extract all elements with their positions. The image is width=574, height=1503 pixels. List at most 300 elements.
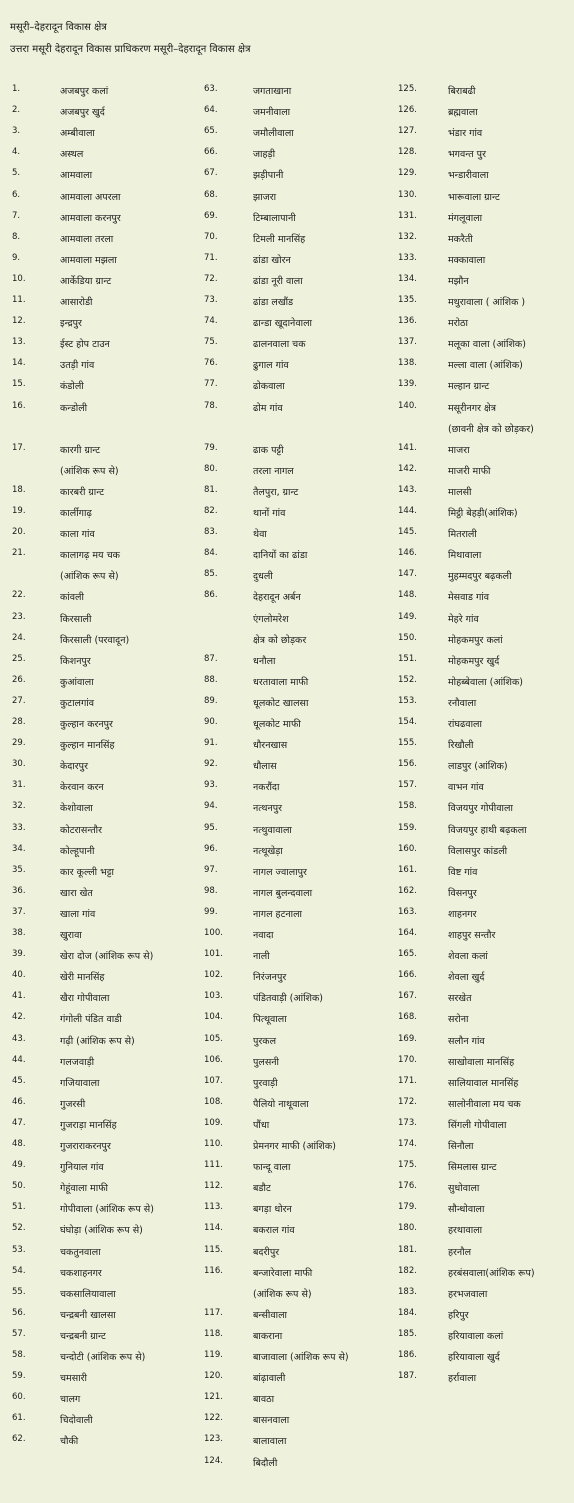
serial-number: 55. [12, 1286, 26, 1297]
village-name: बकराल गांव [253, 1225, 295, 1237]
serial-number: 50. [12, 1181, 26, 1192]
serial-number: 179. [398, 1202, 417, 1213]
village-name: ढांडा खोरन [253, 254, 291, 266]
village-name: पुरवाड़ी [253, 1077, 278, 1089]
serial-number: 45. [12, 1075, 26, 1086]
village-name: तरला नागल [253, 465, 294, 477]
serial-number: 103. [204, 991, 223, 1002]
serial-number: 23. [12, 611, 26, 622]
serial-number: 53. [12, 1244, 26, 1255]
village-name: जमौलीवाला [253, 128, 294, 140]
serial-number: 173. [398, 1117, 417, 1128]
village-name: गोपीवाला (आंशिक रूप से) [60, 1204, 154, 1216]
village-name: जाहड़ी [253, 149, 276, 161]
serial-number: 121. [204, 1392, 223, 1403]
village-name: दुधली [253, 571, 273, 583]
serial-number: 154. [398, 717, 417, 727]
village-name: आमवाला तरला [60, 233, 114, 245]
serial-number: 15. [12, 379, 26, 390]
village-name: मिट्ठी बेहड़ी(आंशिक) [448, 508, 518, 519]
serial-number: 31. [12, 780, 26, 791]
village-name: कुआंवाला [60, 676, 94, 688]
village-name: नत्थूखेड़ा [253, 845, 283, 857]
serial-number: 108. [204, 1096, 223, 1107]
serial-number: 43. [12, 1033, 26, 1044]
serial-number: 98. [204, 885, 218, 896]
village-name: आमवाला [60, 170, 93, 182]
village-name: देहरादून अर्बन [253, 592, 301, 604]
village-name: नागल बुलन्दवाला [253, 887, 313, 899]
serial-number: 106. [204, 1054, 223, 1065]
village-name: क्षेत्र को छोड़कर [253, 634, 307, 646]
serial-number: 159. [398, 822, 417, 833]
village-name: सालोनीवाला मय चक [448, 1098, 521, 1110]
village-name: खैरा गोपीवाला [60, 993, 110, 1005]
village-name: दानियों का ढांडा [253, 550, 308, 562]
serial-number: 112. [204, 1181, 223, 1192]
serial-number: 49. [12, 1160, 26, 1171]
serial-number: 1. [12, 84, 21, 94]
serial-number: 137. [398, 337, 417, 348]
serial-number: 164. [398, 928, 417, 938]
village-name: प्रेमनगर माफी (आंशिक) [253, 1141, 336, 1152]
village-name: भगवन्त पुर [448, 149, 486, 161]
village-name: किरसाली (परवादून) [60, 634, 130, 646]
serial-number: 172. [398, 1096, 417, 1107]
serial-number: 5. [12, 168, 21, 179]
serial-number: 174. [398, 1139, 417, 1149]
village-name: पौंधा [253, 1119, 270, 1131]
serial-number: 60. [12, 1392, 26, 1403]
village-name: बांढ़ावाली [253, 1373, 286, 1385]
village-name: झाजरा [253, 191, 277, 203]
village-name: अम्बीवाला [60, 128, 95, 140]
serial-number: 97. [204, 864, 218, 875]
serial-number: 22. [12, 590, 26, 601]
serial-number: 63. [204, 84, 218, 94]
village-name: सिनौला [448, 1141, 474, 1152]
serial-number: 130. [398, 189, 417, 200]
serial-number: 33. [12, 822, 26, 833]
serial-number: 81. [204, 484, 218, 495]
serial-number: 27. [12, 695, 26, 706]
serial-number: 127. [398, 126, 417, 137]
village-name: अजबपुर खुर्द [60, 107, 105, 119]
village-name: मकरैती [448, 233, 473, 245]
serial-number: 95. [204, 822, 218, 833]
serial-number: 107. [204, 1075, 223, 1086]
serial-number: 120. [204, 1371, 223, 1382]
serial-number: 100. [204, 928, 223, 938]
serial-number: 90. [204, 717, 218, 727]
serial-number: 28. [12, 717, 26, 727]
village-name: शाहपुर सन्तौर [448, 930, 496, 941]
village-name: मोहब्बेवाला (आंशिक) [448, 676, 523, 688]
village-name: ढुगाल गांव [253, 360, 289, 372]
serial-number: 4. [12, 147, 21, 158]
serial-number: 152. [398, 674, 417, 685]
village-name: नवादा [253, 930, 274, 941]
serial-number: 58. [12, 1350, 26, 1360]
serial-number: 184. [398, 1307, 417, 1318]
serial-number: 78. [204, 400, 218, 411]
serial-number: 96. [204, 843, 218, 854]
serial-number: 21. [12, 548, 26, 559]
serial-number: 18. [12, 484, 26, 495]
serial-number: 99. [204, 906, 218, 917]
village-name: (आंशिक रूप से) [60, 465, 119, 477]
serial-number: 135. [398, 295, 417, 305]
serial-number: 41. [12, 991, 26, 1002]
village-name: लाडपुर (आंशिक) [448, 761, 508, 773]
village-name: बावठा [253, 1394, 275, 1406]
serial-number: 24. [12, 632, 26, 643]
village-name: टिम्बालापानी [253, 212, 296, 224]
village-name: मिथावाला [448, 550, 482, 562]
serial-number: 160. [398, 843, 417, 854]
village-name: कांवली [60, 592, 84, 604]
village-name: धूलकोट माफी [253, 719, 301, 730]
serial-number: 39. [12, 949, 26, 960]
village-name: (आंशिक रूप से) [253, 1288, 312, 1300]
serial-number: 147. [398, 569, 417, 580]
serial-number: 72. [204, 273, 218, 284]
village-name: सरखेत [448, 993, 472, 1005]
village-name: बासनवाला [253, 1415, 290, 1427]
village-name: आमवाला करनपुर [60, 212, 121, 224]
serial-number: 133. [398, 252, 417, 263]
village-name: किशनपुर [60, 655, 91, 667]
village-name: ढोम गांव [253, 402, 283, 414]
serial-number: 114. [204, 1223, 223, 1234]
village-name: धौरनखास [253, 740, 288, 752]
serial-number: 82. [204, 506, 218, 516]
village-name: ब्रह्मवाला [448, 107, 478, 119]
serial-number: 30. [12, 759, 26, 770]
serial-number: 70. [204, 231, 218, 242]
village-name: (आंशिक रूप से) [60, 571, 119, 583]
serial-number: 57. [12, 1328, 26, 1339]
village-name: नत्थनपुर [253, 803, 283, 815]
village-name: जगताखाना [253, 86, 292, 97]
serial-number: 129. [398, 168, 417, 179]
village-name: काला गांव [60, 529, 95, 541]
village-name: तैलपुरा, ग्रान्ट [253, 486, 299, 498]
serial-number: 163. [398, 906, 417, 917]
page-title: मसूरी–देहरादून विकास क्षेत्र [10, 22, 107, 33]
village-name: मल्ला वाला (आंशिक) [448, 360, 523, 372]
village-name: सुधोवाला [448, 1183, 480, 1195]
village-name: मसूरीनगर क्षेत्र [448, 402, 497, 414]
village-name: बाकराना [253, 1330, 283, 1342]
village-name: कारगी ग्रान्ट [60, 444, 101, 456]
village-name: मक्कावाला [448, 254, 486, 266]
serial-number: 75. [204, 337, 218, 348]
serial-number: 125. [398, 84, 417, 94]
serial-number: 14. [12, 358, 26, 369]
village-name: हरथावाला [448, 1225, 483, 1237]
village-name: पित्थूवाला [253, 1014, 287, 1026]
village-name: गढ़ी (आंशिक रूप से) [60, 1035, 135, 1047]
serial-number: 116. [204, 1265, 223, 1276]
serial-number: 145. [398, 527, 417, 538]
serial-number: 187. [398, 1371, 417, 1382]
serial-number: 10. [12, 273, 26, 284]
serial-number: 92. [204, 759, 218, 770]
village-name: हरिपुर [448, 1309, 469, 1321]
village-name: खुरावा [60, 930, 82, 941]
village-name: केशोवाला [60, 803, 93, 815]
serial-number: 62. [12, 1434, 26, 1445]
village-name: चकसालियावाला [60, 1288, 116, 1300]
village-name: केरवान करन [60, 782, 104, 794]
village-name: ढांडा नूरी वाला [253, 275, 303, 287]
serial-number: 124. [204, 1455, 223, 1466]
village-name: विसनपुर [448, 887, 477, 899]
village-name: कार कूल्ली भट्टा [60, 866, 114, 878]
serial-number: 20. [12, 527, 26, 538]
village-name: आसारोडी [60, 297, 93, 308]
serial-number: 139. [398, 379, 417, 390]
village-name: ढांडा लखौंड [253, 297, 294, 308]
village-name: मेहरे गांव [448, 613, 479, 625]
serial-number: 13. [12, 337, 26, 348]
village-name: मलूका वाला (आंशिक) [448, 339, 526, 351]
village-name: ढोकवाला [253, 381, 285, 393]
serial-number: 136. [398, 316, 417, 327]
village-name: शेवला कलां [448, 951, 488, 963]
serial-number: 73. [204, 295, 218, 305]
serial-number: 157. [398, 780, 417, 791]
serial-number: 36. [12, 885, 26, 896]
serial-number: 118. [204, 1328, 223, 1339]
village-name: हरबंसवाला(आंशिक रूप) [448, 1267, 535, 1279]
village-name: मझौन [448, 275, 469, 287]
serial-number: 165. [398, 949, 417, 960]
serial-number: 132. [398, 231, 417, 242]
village-name: गजियावाला [60, 1077, 100, 1089]
village-name: आमवाला मझला [60, 254, 117, 266]
village-name: चिदोवाली [60, 1415, 93, 1427]
village-name: गेहूंवाला माफी [60, 1183, 108, 1195]
serial-number: 167. [398, 991, 417, 1002]
village-name: धरतावाला माफी [253, 676, 309, 688]
village-name: पुलसनी [253, 1056, 279, 1068]
serial-number: 17. [12, 442, 26, 453]
village-name: कोटरासन्तौर [60, 824, 102, 836]
village-name: बदरीपुर [253, 1246, 280, 1258]
village-name: केदारपुर [60, 761, 88, 773]
serial-number: 42. [12, 1012, 26, 1023]
village-name: सौन्धोवाला [448, 1204, 485, 1216]
serial-number: 84. [204, 548, 218, 559]
serial-number: 79. [204, 442, 218, 453]
serial-number: 9. [12, 252, 21, 263]
village-name: चकतुनवाला [60, 1246, 101, 1258]
village-name: फान्दू वाला [253, 1162, 291, 1174]
serial-number: 69. [204, 210, 218, 221]
village-name: कारबरी ग्रान्ट [60, 486, 105, 498]
village-name: रिखौली [448, 740, 474, 752]
village-name: कंडोली [60, 381, 84, 393]
village-name: पुरकल [253, 1035, 277, 1047]
serial-number: 113. [204, 1202, 223, 1213]
serial-number: 162. [398, 885, 417, 896]
serial-number: 153. [398, 695, 417, 706]
serial-number: 80. [204, 463, 218, 474]
village-name: बाजावाला (आंशिक रूप से) [253, 1352, 349, 1363]
village-name: इन्द्रपुर [60, 318, 82, 330]
village-name: वाभन गांव [448, 782, 484, 794]
village-name: रांघढवाला [448, 719, 482, 730]
village-name: विष्ट गांव [448, 866, 478, 878]
village-name: (छावनी क्षेत्र को छोड़कर) [448, 423, 534, 435]
village-name: खेरी मानसिंह [60, 972, 105, 984]
serial-number: 144. [398, 506, 417, 516]
village-name: विजयपुर गोपीवाला [448, 803, 513, 815]
village-name: ढालनवाला चक [253, 339, 306, 351]
village-name: मल्हान ग्रान्ट [448, 381, 490, 393]
serial-number: 183. [398, 1286, 417, 1297]
village-name: मुहम्मदपुर बढ़कली [448, 571, 512, 583]
serial-number: 32. [12, 801, 26, 812]
serial-number: 61. [12, 1413, 26, 1424]
serial-number: 87. [204, 653, 218, 664]
serial-number: 7. [12, 210, 21, 221]
village-name: सिंगली गोपीवाला [448, 1119, 507, 1131]
serial-number: 6. [12, 189, 21, 200]
village-name: मेसवाड गांव [448, 592, 490, 604]
village-name: खेरा दोज (आंशिक रूप से) [60, 951, 154, 963]
village-name: पैलियो नाथूवाला [253, 1098, 309, 1110]
village-name: बगड़ा धोरन [253, 1204, 292, 1216]
serial-number: 47. [12, 1117, 26, 1128]
village-name: ढान्डा खूदानेवाला [253, 318, 312, 330]
serial-number: 93. [204, 780, 218, 791]
serial-number: 143. [398, 484, 417, 495]
serial-number: 52. [12, 1223, 26, 1234]
village-name: कुटालगांव [60, 697, 95, 709]
village-name: चमसारी [60, 1373, 87, 1385]
village-name: नकरौंदा [253, 782, 280, 794]
village-name: कुल्हान मानसिंह [60, 740, 115, 752]
village-name: थानों गांव [253, 508, 286, 519]
village-name: शाहनगर [448, 908, 477, 920]
village-name: सिमलास ग्रान्ट [448, 1162, 497, 1174]
village-name: चन्द्रबनी ग्रान्ट [60, 1330, 106, 1342]
serial-number: 25. [12, 653, 26, 664]
serial-number: 76. [204, 358, 218, 369]
village-name: कुल्हान करनपुर [60, 719, 113, 730]
serial-number: 67. [204, 168, 218, 179]
serial-number: 91. [204, 738, 218, 749]
serial-number: 111. [204, 1160, 223, 1171]
serial-number: 101. [204, 949, 223, 960]
serial-number: 51. [12, 1202, 26, 1213]
village-name: सरोना [448, 1014, 469, 1026]
village-name: खारा खेत [60, 887, 93, 899]
serial-number: 83. [204, 527, 218, 538]
village-name: साखोवाला मानसिंह [448, 1056, 515, 1068]
village-name: मरोठा [448, 318, 469, 330]
serial-number: 40. [12, 970, 26, 981]
village-name: आमवाला अपरला [60, 191, 121, 203]
village-name: हरियावाला खुर्द [448, 1352, 500, 1363]
village-name: भारूवाला ग्रान्ट [448, 191, 500, 203]
village-name: बडौट [253, 1183, 271, 1195]
serial-number: 166. [398, 970, 417, 981]
serial-number: 128. [398, 147, 417, 158]
serial-number: 54. [12, 1265, 26, 1276]
serial-number: 66. [204, 147, 218, 158]
serial-number: 156. [398, 759, 417, 770]
serial-number: 94. [204, 801, 218, 812]
serial-number: 85. [204, 569, 218, 580]
serial-number: 138. [398, 358, 417, 369]
village-name: नागल ज्वालापुर [253, 866, 307, 878]
serial-number: 134. [398, 273, 417, 284]
village-name: चकशाहनगर [60, 1267, 102, 1279]
serial-number: 141. [398, 442, 417, 453]
village-name: ईस्ट होप टाउन [60, 339, 110, 351]
village-name: गंगोली पंडित वाडी [60, 1014, 122, 1026]
serial-number: 155. [398, 738, 417, 749]
serial-number: 185. [398, 1328, 417, 1339]
serial-number: 109. [204, 1117, 223, 1128]
village-name: गुनियाल गांव [60, 1162, 104, 1174]
village-name: बालावाला [253, 1436, 287, 1448]
serial-number: 102. [204, 970, 223, 981]
serial-number: 123. [204, 1434, 223, 1445]
village-name: झड़ीपानी [253, 170, 284, 182]
village-name: धनौला [253, 655, 276, 667]
village-name: उतड़ी गांव [60, 360, 95, 372]
serial-number: 65. [204, 126, 218, 137]
village-name: धूलकोट खालसा [253, 697, 309, 709]
serial-number: 59. [12, 1371, 26, 1382]
village-name: विलासपुर कांडली [448, 845, 508, 857]
village-name: माजरा [448, 444, 470, 456]
village-name: माजरी माफी [448, 465, 491, 477]
village-name: ढाक पट्टी [253, 444, 284, 456]
serial-number: 64. [204, 105, 218, 116]
village-name: हरियावाला कलां [448, 1330, 504, 1342]
village-name: धौलास [253, 761, 277, 773]
village-name: भन्डारीवाला [448, 170, 489, 182]
serial-number: 71. [204, 252, 218, 263]
serial-number: 117. [204, 1307, 223, 1318]
serial-number: 170. [398, 1054, 417, 1065]
village-name: विजयपुर हाथी बढ़कला [448, 824, 527, 836]
village-name: हरनौल [448, 1246, 472, 1258]
serial-number: 180. [398, 1223, 417, 1234]
serial-number: 48. [12, 1139, 26, 1149]
village-name: गुजराराकरनपुर [60, 1141, 111, 1152]
village-name: कालागढ़ मय चक [60, 550, 120, 562]
serial-number: 19. [12, 506, 26, 516]
village-name: सलौन गांव [448, 1035, 485, 1047]
serial-number: 181. [398, 1244, 417, 1255]
serial-number: 186. [398, 1350, 417, 1360]
village-name: चन्दोटी (आंशिक रूप से) [60, 1352, 146, 1363]
village-name: शेवला खुर्द [448, 972, 485, 984]
serial-number: 3. [12, 126, 21, 137]
village-name: हर्रावाला [448, 1373, 477, 1385]
village-name: जमनीवाला [253, 107, 291, 119]
village-name: गुजरसी [60, 1098, 86, 1110]
village-name: कन्डोली [60, 402, 88, 414]
serial-number: 104. [204, 1012, 223, 1023]
